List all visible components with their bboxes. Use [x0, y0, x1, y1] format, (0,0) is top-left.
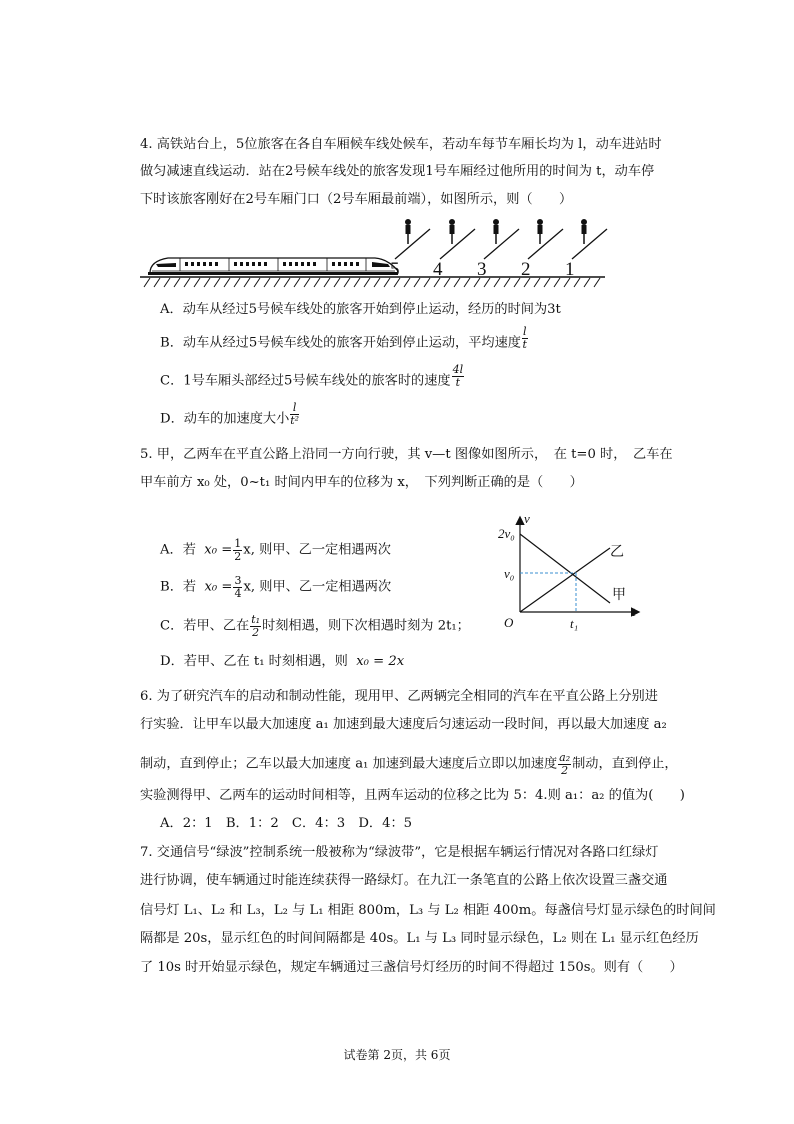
q4-option-b: B．动车从经过5号候车线处的旅客开始到停止运动，平均速度 $\frac{l}{t}$: [160, 325, 527, 351]
graph-tick-2v0: 2v₀: [498, 526, 515, 541]
q5-line-1: 5. 甲，乙两车在平直公路上沿同一方向行驶，其 v—t 图像如图所示， 在 t=0 时， 乙车在: [140, 447, 673, 462]
q4-line-3: 下时该旅客刚好在2号车厢门口（2号车厢最前端），如图所示，则（ ）: [140, 192, 573, 207]
station-number: 2: [521, 259, 531, 280]
q7-line-5: 了 10s 时开始显示绿色，规定车辆通过三盏信号灯经历的时间不得超过 150s。则有（ ）: [140, 960, 683, 975]
graph-tick-t1: t₁: [570, 616, 579, 631]
train-platform-figure: [140, 215, 610, 290]
vt-graph: [490, 510, 650, 635]
q6-line-3: 制动，直到停止；乙车以最大加速度 a₁ 加速到最大速度后立即以加速度 $\frac{\text{a₂}}{2}$ 制动，直到停止，: [140, 751, 678, 777]
q7-line-4: 隔都是 20s，显示红色的时间间隔都是 40s。L₁ 与 L₃ 同时显示绿色，L₂ 则在 L₁ 显示红色经历: [140, 931, 699, 946]
station-number: 5: [390, 259, 400, 280]
q7-line-1: 7. 交通信号“绿波”控制系统一般被称为“绿波带”，它是根据车辆运行情况对各路口红绿灯: [140, 845, 659, 860]
q5-option-a: A．若 x₀ = $\frac{1}{2}$ x, 则甲、乙一定相遇两次: [160, 537, 391, 563]
graph-label-jia: 甲: [612, 588, 626, 603]
q4-line-2: 做匀减速直线运动．站在2号候车线处的旅客发现1号车厢经过他所用的时间为 t，动车停: [140, 164, 655, 179]
graph-t-label: t: [632, 604, 636, 619]
q4-option-c: C．1号车厢头部经过5号候车线处的旅客时的速度 $\frac{4l}{t}$: [160, 363, 464, 389]
q4-option-d: D．动车的加速度大小 $\frac{l}{\text{t²}}$: [160, 401, 300, 427]
q6-options: A．2：1 B．1：2 C．4：3 D．4：5: [160, 816, 413, 831]
q5-option-b: B．若 x₀ = $\frac{3}{4}$ x, 则甲、乙一定相遇两次: [160, 574, 392, 600]
q6-line-2: 行实验．让甲车以最大加速度 a₁ 加速到最大速度后匀速运动一段时间，再以最大加速度 a₂: [140, 717, 667, 732]
train-icon: [148, 258, 398, 275]
q6-line-1: 6. 为了研究汽车的启动和制动性能，现用甲、乙两辆完全相同的汽车在平直公路上分别进: [140, 689, 658, 704]
graph-tick-v0: v₀: [504, 566, 515, 581]
page-footer: 试卷第 2页，共 6页: [343, 1048, 451, 1062]
station-number: 4: [433, 259, 443, 280]
q7-line-2: 进行协调，使车辆通过时能连续获得一路绿灯。在九江一条笔直的公路上依次设置三盏交通: [140, 873, 668, 888]
graph-label-yi: 乙: [610, 545, 624, 560]
q4-line-1: 4. 高铁站台上，5位旅客在各自车厢候车线处候车，若动车每节车厢长均为 l，动车进站时: [140, 137, 662, 152]
q5-option-c: C．若甲、乙在 $\frac{\text{t₁}}{2}$ 时刻相遇，则下次相遇时刻为 2t₁；: [160, 613, 470, 639]
graph-origin: O: [504, 615, 514, 630]
graph-v-label: v: [524, 511, 530, 526]
q4-option-a: A．动车从经过5号候车线处的旅客开始到停止运动，经历的时间为3t: [160, 302, 561, 317]
q5-option-d: D．若甲、乙在 t₁ 时刻相遇，则 x₀ = 2x: [160, 654, 405, 669]
station-number: 3: [477, 259, 487, 280]
station-number: 1: [565, 259, 575, 280]
q6-line-4: 实验测得甲、乙两车的运动时间相等，且两车运动的位移之比为 5：4.则 a₁：a₂ 的值为( ): [140, 788, 685, 803]
q7-line-3: 信号灯 L₁、L₂ 和 L₃，L₂ 与 L₁ 相距 800m，L₃ 与 L₂ 相距 400m。每盏信号灯显示绿色的时间间: [140, 903, 716, 918]
q5-line-2: 甲车前方 x₀ 处，0~t₁ 时间内甲车的位移为 x， 下列判断正确的是（ ）: [140, 475, 583, 490]
